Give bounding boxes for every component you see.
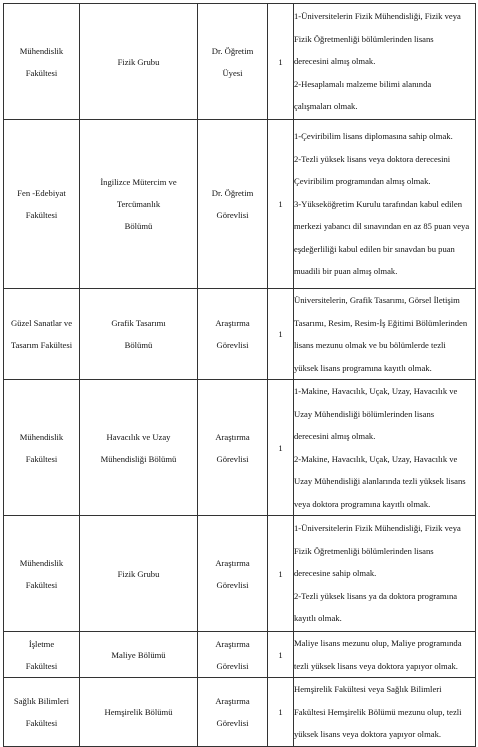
department-cell (80, 380, 198, 516)
title-cell-line: Görevlisi (216, 340, 249, 350)
requirements-cell (294, 120, 476, 289)
faculty-cell (4, 632, 80, 678)
title-cell-line: Araştırma (215, 695, 250, 706)
table-row (4, 516, 476, 632)
faculty-cell-line: Fakültesi (25, 579, 58, 590)
table-row (4, 4, 476, 120)
requirements-cell-line: Hemşirelik Fakültesi veya Sağlık Bilimleri (294, 684, 442, 694)
count-cell: 1 (268, 632, 294, 678)
faculty-cell-line: Mühendislik (19, 431, 64, 442)
requirements-cell-line: 2-Tezli yüksek lisans ya da doktora programına (294, 590, 458, 601)
table-row (4, 678, 476, 747)
table-row (4, 380, 476, 516)
requirements-cell-line: Tasarımı, Resim, Resim-İş Eğitimi Bölümlerinden (294, 317, 468, 328)
department-cell-line: Maliye Bölümü (111, 649, 166, 660)
position-table (3, 3, 476, 747)
department-cell-line: Mühendisliği Bölümü (100, 453, 177, 464)
requirements-cell-line: çalışmaları olmak. (294, 101, 358, 112)
requirements-cell-line: 1-Üniversitelerin Fizik Mühendisliği, Fizik veya (294, 11, 461, 22)
requirements-cell-line: Uzay Mühendisliği bölümlerinden lisans (294, 408, 435, 419)
requirements-cell (294, 4, 476, 120)
requirements-cell-line: 1-Üniversitelerin Fizik Mühendisliği, Fizik veya (294, 523, 461, 534)
title-cell-line: Araştırma (215, 318, 250, 328)
count-cell: 1 (268, 678, 294, 747)
requirements-cell-line: veya doktora programına kayıtlı olmak. (294, 498, 431, 509)
requirements-cell-line: 1-Makine, Havacılık, Uçak, Uzay, Havacılık ve (294, 386, 458, 396)
faculty-cell-line: Sağlık Bilimleri (13, 695, 70, 706)
requirements-cell-line: eşdeğerliliği kabul edilen bir sınavdan bu puan (294, 243, 455, 254)
faculty-cell-line: Fakültesi (25, 660, 58, 671)
requirements-cell-line: 2-Tezli yüksek lisans veya doktora derecesini (294, 153, 451, 164)
count-cell: 1 (268, 289, 294, 380)
department-cell-line: Hemşirelik Bölümü (104, 706, 173, 717)
department-cell-line: Fizik Grubu (117, 56, 160, 67)
title-cell (198, 4, 268, 120)
department-cell-line: İngilizce Mütercim ve (100, 177, 177, 187)
faculty-cell-line: Mühendislik (19, 45, 64, 56)
faculty-cell-line: Fakültesi (25, 453, 58, 464)
requirements-cell-line: tezli yüksek lisans veya doktora yapıyor olmak. (294, 660, 458, 671)
department-cell (80, 516, 198, 632)
requirements-cell-line: muadili bir puan almış olmak. (294, 266, 398, 277)
department-cell-line: Tercümanlık (116, 199, 161, 209)
department-cell-line: Grafik Tasarımı (111, 318, 166, 328)
table-row (4, 289, 476, 380)
requirements-cell-line: yüksek lisans veya doktora yapıyor olmak. (294, 729, 442, 739)
title-cell-line: Üyesi (222, 67, 243, 78)
title-cell-line: Araştırma (215, 431, 250, 442)
requirements-cell-line: 2-Makine, Havacılık, Uçak, Uzay, Havacılık ve (294, 453, 458, 464)
faculty-cell-line: Mühendislik (19, 557, 64, 568)
table-row (4, 632, 476, 678)
requirements-cell (294, 516, 476, 632)
title-cell-line: Görevlisi (216, 717, 249, 728)
title-cell (198, 120, 268, 289)
faculty-cell-line: Fakültesi (25, 210, 58, 220)
requirements-cell-line: Çeviribilim programından almış olmak. (294, 176, 431, 187)
department-cell (80, 120, 198, 289)
requirements-cell-line: Fizik Öğretmenliği bölümlerinden lisans (294, 33, 434, 44)
faculty-cell (4, 120, 80, 289)
faculty-cell-line: Fen -Edebiyat (17, 188, 66, 198)
requirements-cell-line: Fakültesi Hemşirelik Bölümü mezunu olup, tezli (294, 706, 462, 717)
requirements-cell-line: Uzay Mühendisliği alanlarında tezli yüksek lisans (294, 476, 466, 486)
faculty-cell (4, 4, 80, 120)
requirements-cell-line: Maliye lisans mezunu olup, Maliye programında (294, 638, 462, 648)
title-cell (198, 516, 268, 632)
requirements-cell-line: derecesini almış olmak. (294, 56, 376, 67)
faculty-cell-line: İşletme (28, 638, 55, 649)
title-cell (198, 289, 268, 380)
requirements-cell-line: derecesini almış olmak. (294, 431, 376, 441)
count-cell: 1 (268, 516, 294, 632)
faculty-cell-line: Güzel Sanatlar ve (10, 318, 73, 328)
title-cell (198, 678, 268, 747)
requirements-cell-line: 2-Hesaplamalı malzeme bilimi alanında (294, 78, 432, 89)
count-cell: 1 (268, 4, 294, 120)
department-cell (80, 678, 198, 747)
faculty-cell (4, 678, 80, 747)
requirements-cell (294, 678, 476, 747)
requirements-cell-line: Üniversitelerin, Grafik Tasarımı, Görsel İletişim (294, 295, 460, 305)
requirements-cell (294, 380, 476, 516)
faculty-cell-line: Tasarım Fakültesi (10, 340, 73, 350)
title-cell-line: Görevlisi (216, 660, 249, 671)
requirements-cell-line: 1-Çeviribilim lisans diplomasına sahip olmak. (294, 131, 453, 142)
requirements-cell-line: kayıtlı olmak. (294, 613, 342, 624)
requirements-cell-line: yüksek lisans programına kayıtlı olmak. (294, 362, 432, 373)
title-cell-line: Dr. Öğretim (211, 188, 254, 198)
title-cell (198, 380, 268, 516)
requirements-cell (294, 632, 476, 678)
faculty-cell (4, 516, 80, 632)
department-cell (80, 632, 198, 678)
title-cell-line: Dr. Öğretim (211, 45, 254, 56)
department-cell (80, 4, 198, 120)
title-cell-line: Görevlisi (216, 453, 249, 464)
count-cell: 1 (268, 120, 294, 289)
title-cell-line: Görevlisi (216, 210, 249, 220)
requirements-cell-line: merkezi yabancı dil sınavından en az 85 puan veya (294, 221, 470, 232)
faculty-cell-line: Fakültesi (25, 67, 58, 78)
title-cell-line: Görevlisi (216, 579, 249, 590)
table-body (4, 4, 476, 747)
title-cell (198, 632, 268, 678)
count-cell: 1 (268, 380, 294, 516)
faculty-cell-line: Fakültesi (25, 717, 58, 728)
faculty-cell (4, 289, 80, 380)
requirements-cell-line: 3-Yükseköğretim Kurulu tarafından kabul edilen (294, 198, 463, 209)
requirements-cell (294, 289, 476, 380)
faculty-cell (4, 380, 80, 516)
department-cell-line: Bölümü (124, 221, 153, 231)
department-cell (80, 289, 198, 380)
title-cell-line: Araştırma (215, 557, 250, 568)
table-row (4, 120, 476, 289)
department-cell-line: Fizik Grubu (117, 568, 160, 579)
title-cell-line: Araştırma (215, 638, 250, 649)
requirements-cell-line: lisans mezunu olmak ve bu bölümlerde tezli (294, 340, 446, 350)
department-cell-line: Havacılık ve Uzay (106, 431, 171, 442)
department-cell-line: Bölümü (124, 340, 153, 350)
requirements-cell-line: Fizik Öğretmenliği bölümlerinden lisans (294, 545, 434, 556)
requirements-cell-line: derecesine sahip olmak. (294, 568, 377, 579)
